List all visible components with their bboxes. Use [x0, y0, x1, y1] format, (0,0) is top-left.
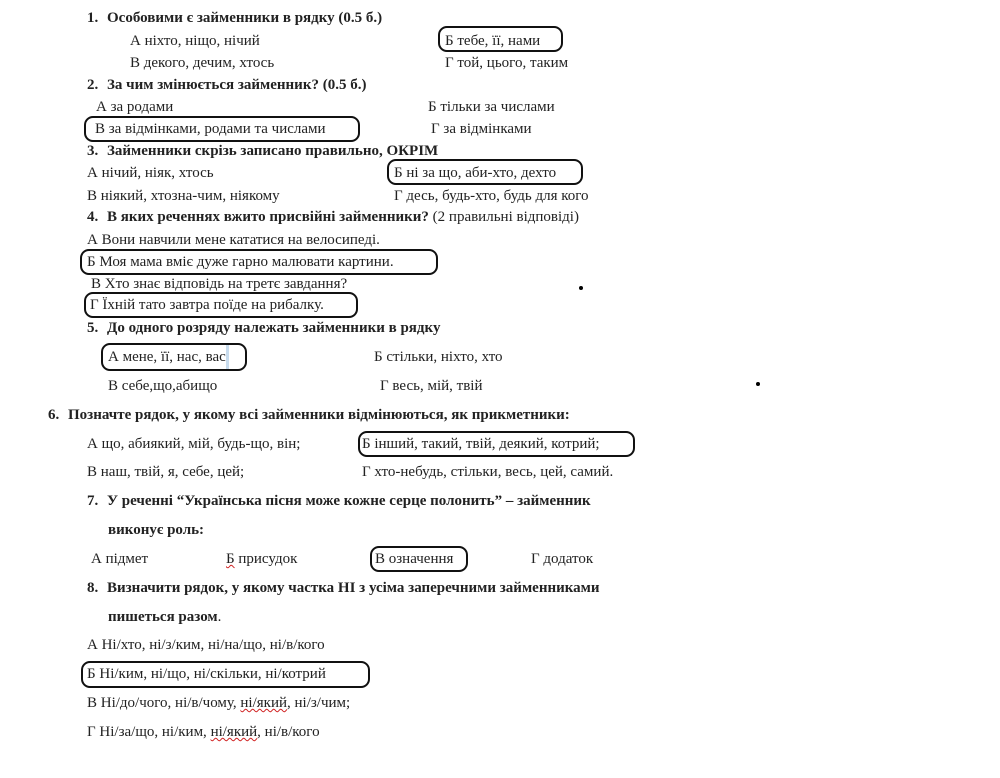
question-8-option-a[interactable]: А Ні/хто, ні/з/ким, ні/на/що, ні/в/кого: [87, 637, 325, 653]
question-6-option-b[interactable]: Б інший, такий, твій, деякий, котрий;: [362, 436, 600, 452]
stray-dot: [579, 286, 583, 290]
question-7-option-b[interactable]: Б присудок: [226, 551, 298, 567]
question-2-option-a[interactable]: А за родами: [96, 99, 174, 115]
question-3-option-a[interactable]: А нічий, ніяк, хтось: [87, 165, 214, 181]
question-2-option-v[interactable]: В за відмінками, родами та числами: [95, 121, 326, 137]
question-1-option-a[interactable]: А ніхто, ніщо, нічий: [130, 33, 260, 49]
question-4-option-a[interactable]: А Вони навчили мене кататися на велосипеді.: [87, 232, 380, 248]
question-5-option-v[interactable]: В себе,що,абищо: [108, 378, 218, 394]
question-1-title: 1. Особовими є займенники в рядку (0.5 б.): [87, 10, 383, 26]
answer-circle: [80, 249, 438, 275]
question-6-option-v[interactable]: В наш, твій, я, себе, цей;: [87, 464, 245, 480]
question-5-option-a[interactable]: А мене, її, нас, вас: [108, 349, 226, 365]
question-8-option-g[interactable]: Г Ні/за/що, ні/ким, ні/який, ні/в/кого: [87, 724, 320, 740]
question-1-option-v[interactable]: В декого, дечим, хтось: [130, 55, 275, 71]
question-6-option-g[interactable]: Г хто-небудь, стільки, весь, цей, самий.: [362, 464, 614, 480]
answer-circle: [438, 26, 563, 52]
question-1-option-b[interactable]: Б тебе, її, нами: [445, 33, 541, 49]
question-8-title-line-2: пишеться разом.: [108, 609, 222, 625]
question-6-title: 6. Позначте рядок, у якому всі займенники відмінюються, як прикметники:: [48, 407, 570, 423]
question-2-option-g[interactable]: Г за відмінками: [431, 121, 532, 137]
question-5-option-g[interactable]: Г весь, мій, твій: [380, 378, 483, 394]
question-3-option-b[interactable]: Б ні за що, аби-хто, дехто: [394, 165, 557, 181]
answer-circle: [358, 431, 635, 457]
question-2-option-b[interactable]: Б тільки за числами: [428, 99, 555, 115]
stray-dot: [756, 382, 760, 386]
question-3-option-v[interactable]: В ніякий, хтозна-чим, ніякому: [87, 188, 280, 204]
answer-circle: [387, 159, 583, 185]
question-7-title: 7. У реченні “Українська пісня може кожне серце полонить” – займенник: [87, 493, 591, 509]
question-4-option-g[interactable]: Г Їхній тато завтра поїде на рибалку.: [90, 297, 324, 313]
question-2-title: 2. За чим змінюється займенник? (0.5 б.): [87, 77, 367, 93]
question-1-option-g[interactable]: Г той, цього, таким: [445, 55, 569, 71]
question-4-option-v[interactable]: В Хто знає відповідь на третє завдання?: [91, 276, 348, 292]
question-4-title: 4. В яких реченнях вжито присвійні займенники? (2 правильні відповіді): [87, 209, 579, 225]
question-5-option-b[interactable]: Б стільки, ніхто, хто: [374, 349, 503, 365]
question-4-option-b[interactable]: Б Моя мама вміє дуже гарно малювати картини.: [87, 254, 394, 270]
question-7-option-g[interactable]: Г додаток: [531, 551, 594, 567]
answer-circle: [81, 661, 370, 688]
question-8-option-b[interactable]: Б Ні/ким, ні/що, ні/скільки, ні/котрий: [87, 666, 326, 682]
question-6-option-a[interactable]: А що, абиякий, мій, будь-що, він;: [87, 436, 301, 452]
question-8-option-v[interactable]: В Ні/до/чого, ні/в/чому, ні/який, ні/з/чим;: [87, 695, 351, 711]
question-3-title: 3. Займенники скрізь записано правильно, ОКРІМ: [87, 143, 439, 159]
question-5-title: 5. До одного розряду належать займенники в рядку: [87, 320, 441, 336]
answer-circle: [370, 546, 468, 572]
question-7-option-v[interactable]: В означення: [375, 551, 454, 567]
answer-circle: [84, 116, 360, 142]
question-8-title: 8. Визначити рядок, у якому частка НІ з усіма заперечними займенниками: [87, 580, 600, 596]
answer-circle: [84, 292, 358, 318]
answer-circle: [101, 343, 247, 371]
question-3-option-g[interactable]: Г десь, будь-хто, будь для кого: [394, 188, 589, 204]
question-7-option-a[interactable]: А підмет: [91, 551, 149, 567]
question-7-title-line-2: виконує роль:: [108, 522, 205, 538]
